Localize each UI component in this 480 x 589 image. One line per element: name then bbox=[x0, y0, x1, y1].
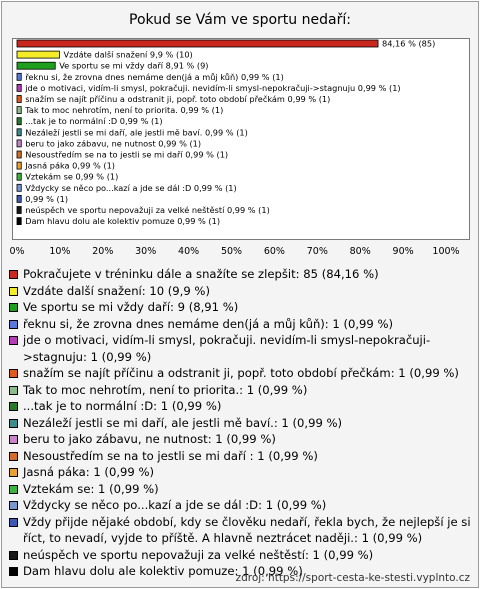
legend-label: Vždy přijde nějaké období, kdy se člověku nedaří, řekla bych, že nejlepší je si říct, to nevadí, vyjde to příště. A hlavně neztrácet naději.: 1 (0,99 %) bbox=[23, 514, 471, 545]
bar-label-13: Vždycky se něco po...kazí a jde se dál :D 0,99 % (1) bbox=[25, 182, 237, 193]
legend-swatch bbox=[9, 501, 18, 510]
legend-item bbox=[8, 299, 476, 316]
legend-label: Vztekám se: 1 (0,99 %) bbox=[23, 481, 159, 496]
legend-item bbox=[8, 332, 476, 365]
bar-label-15: neúspěch ve sportu nepovažuji za velké neštěstí 0,99 % (1) bbox=[25, 205, 270, 215]
legend-item bbox=[8, 316, 476, 333]
x-tick-label: 10% bbox=[49, 246, 71, 257]
bar-10 bbox=[17, 151, 21, 158]
bar-9 bbox=[17, 140, 21, 147]
bar-14 bbox=[17, 195, 21, 202]
legend-swatch bbox=[9, 419, 18, 428]
source-note: zdroj: https://sport-cesta-ke-stesti.vyplnto.cz bbox=[235, 572, 470, 584]
bar-label-2: Ve sportu se mi vždy daří 8,91 % (9) bbox=[59, 60, 209, 71]
bar-label-10: Nesoustředím se na to jestli se mi daří 0,99 % (1) bbox=[25, 149, 229, 160]
bar-label-11: Jasná páka 0,99 % (1) bbox=[25, 160, 116, 171]
x-tick-label: 50% bbox=[220, 246, 243, 257]
bar-13 bbox=[17, 184, 21, 191]
bar-label-14: 0,99 % (1) bbox=[25, 193, 69, 204]
bar-16 bbox=[17, 218, 21, 225]
legend-label: ...tak je to normální :D: 1 (0,99 %) bbox=[23, 399, 222, 413]
bar-label-6: Tak to moc nehrotím, není to priorita. 0,99 % (1) bbox=[25, 105, 224, 116]
legend-swatch bbox=[9, 336, 18, 345]
bar-6 bbox=[17, 107, 21, 114]
bar-label-12: Vztekám se 0,99 % (1) bbox=[25, 171, 119, 182]
legend-swatch bbox=[9, 369, 18, 378]
legend-item bbox=[8, 431, 476, 448]
bar-5 bbox=[17, 96, 21, 103]
x-tick-label: 100% bbox=[432, 246, 460, 257]
legend-swatch bbox=[9, 320, 18, 329]
bar-label-9: beru to jako zábavu, ne nutnost 0,99 % (1) bbox=[25, 138, 202, 149]
legend-item bbox=[8, 497, 476, 514]
x-tick-label: 90% bbox=[392, 246, 414, 257]
legend-swatch bbox=[9, 386, 18, 395]
legend-swatch bbox=[9, 402, 18, 411]
legend-label: Tak to moc nehrotím, není to priorita.: 1 (0,99 %) bbox=[23, 382, 308, 397]
bar-15 bbox=[17, 207, 21, 214]
bar-label-8: Nezáleží jestli se mi daří, ale jestli mě baví. 0,99 % (1) bbox=[25, 127, 248, 138]
bar-1 bbox=[17, 51, 59, 58]
bar-label-3: řeknu si, že zrovna dnes nemáme den(já a můj kůň) 0,99 % (1) bbox=[25, 71, 284, 82]
x-tick-label: 80% bbox=[349, 246, 371, 257]
bar-4 bbox=[17, 84, 21, 91]
x-tick-label: 40% bbox=[178, 246, 200, 257]
bar-label-0: 84,16 % (85) bbox=[382, 38, 436, 49]
legend-item bbox=[8, 547, 476, 564]
legend-swatch bbox=[9, 567, 18, 576]
legend-item bbox=[8, 464, 476, 481]
legend-item bbox=[8, 448, 476, 465]
bar-7 bbox=[17, 118, 21, 125]
legend-item bbox=[8, 514, 476, 547]
legend-item bbox=[8, 415, 476, 432]
legend-item bbox=[8, 266, 476, 283]
legend-label: beru to jako zábavu, ne nutnost: 1 (0,99 %) bbox=[23, 432, 276, 446]
legend-label: Ve sportu se mi vždy daří: 9 (8,91 %) bbox=[23, 300, 239, 314]
bar-label-16: Dam hlavu dolu ale kolektiv pomuze 0,99 % (1) bbox=[25, 216, 221, 227]
bar-2 bbox=[17, 62, 55, 69]
legend-label: Vždycky se něco po...kazí a jde se dál :D: 1 (0,99 %) bbox=[23, 498, 327, 512]
x-tick-label: 30% bbox=[135, 246, 157, 257]
legend-swatch bbox=[9, 452, 18, 461]
chart-frame bbox=[1, 1, 479, 588]
bar-label-7: ...tak je to normální :D 0,99 % (1) bbox=[25, 116, 163, 127]
x-tick-label: 60% bbox=[263, 246, 285, 257]
legend-label: Dam hlavu dolu ale kolektiv pomuze: 1 (0,99 %) bbox=[23, 564, 303, 578]
legend-item bbox=[8, 365, 476, 382]
legend-label: Nesoustředím se na to jestli se mi daří : 1 (0,99 %) bbox=[23, 448, 318, 463]
legend-item bbox=[8, 382, 476, 399]
x-tick-label: 0% bbox=[9, 246, 25, 257]
bar-chart bbox=[2, 2, 478, 252]
legend-swatch bbox=[9, 518, 18, 527]
x-tick-label: 20% bbox=[92, 246, 114, 257]
bar-label-1: Vzdáte další snažení 9,9 % (10) bbox=[63, 49, 193, 60]
legend-label: neúspěch ve sportu nepovažuji za velké neštěstí: 1 (0,99 %) bbox=[23, 547, 374, 562]
legend-label: řeknu si, že zrovna dnes nemáme den(já a můj kůň): 1 (0,99 %) bbox=[23, 316, 394, 331]
legend-swatch bbox=[9, 303, 18, 312]
legend-label: Jasná páka: 1 (0,99 %) bbox=[23, 465, 154, 479]
legend-swatch bbox=[9, 551, 18, 560]
legend-swatch bbox=[9, 435, 18, 444]
legend bbox=[8, 266, 476, 580]
bar-label-5: snažím se najít příčinu a odstranit ji, popř. toto období přečkám 0,99 % (1) bbox=[25, 94, 331, 104]
legend-swatch bbox=[9, 485, 18, 494]
legend-label: snažím se najít příčinu a odstranit ji, popř. toto období přečkám: 1 (0,99 %) bbox=[23, 366, 459, 380]
bar-11 bbox=[17, 162, 21, 169]
bar-3 bbox=[17, 73, 21, 80]
legend-label: Pokračujete v tréninku dále a snažíte se zlepšit: 85 (84,16 %) bbox=[23, 267, 379, 281]
bar-0 bbox=[17, 40, 378, 47]
x-tick-label: 70% bbox=[306, 246, 328, 257]
legend-item bbox=[8, 481, 476, 498]
legend-label: jde o motivaci, vidím-li smysl, pokračuji. nevidím-li smysl-nepokračuji->stagnuju: 1 (0,99 %) bbox=[23, 333, 431, 364]
legend-item bbox=[8, 283, 476, 300]
bar-label-4: jde o motivaci, vidím-li smysl, pokračuji. nevidím-li smysl-nepokračuji->stagnuju 0,99 % (1) bbox=[25, 82, 401, 93]
legend-item bbox=[8, 398, 476, 415]
bar-8 bbox=[17, 129, 21, 136]
legend-label: Nezáleží jestli se mi daří, ale jestli mě baví.: 1 (0,99 %) bbox=[23, 415, 343, 430]
legend-swatch bbox=[9, 468, 18, 477]
legend-label: Vzdáte další snažení: 10 (9,9 %) bbox=[23, 283, 210, 298]
bar-12 bbox=[17, 173, 21, 180]
chart-title: Pokud se Vám ve sportu nedaří: bbox=[129, 12, 351, 28]
legend-swatch bbox=[9, 270, 18, 279]
legend-swatch bbox=[9, 287, 18, 296]
